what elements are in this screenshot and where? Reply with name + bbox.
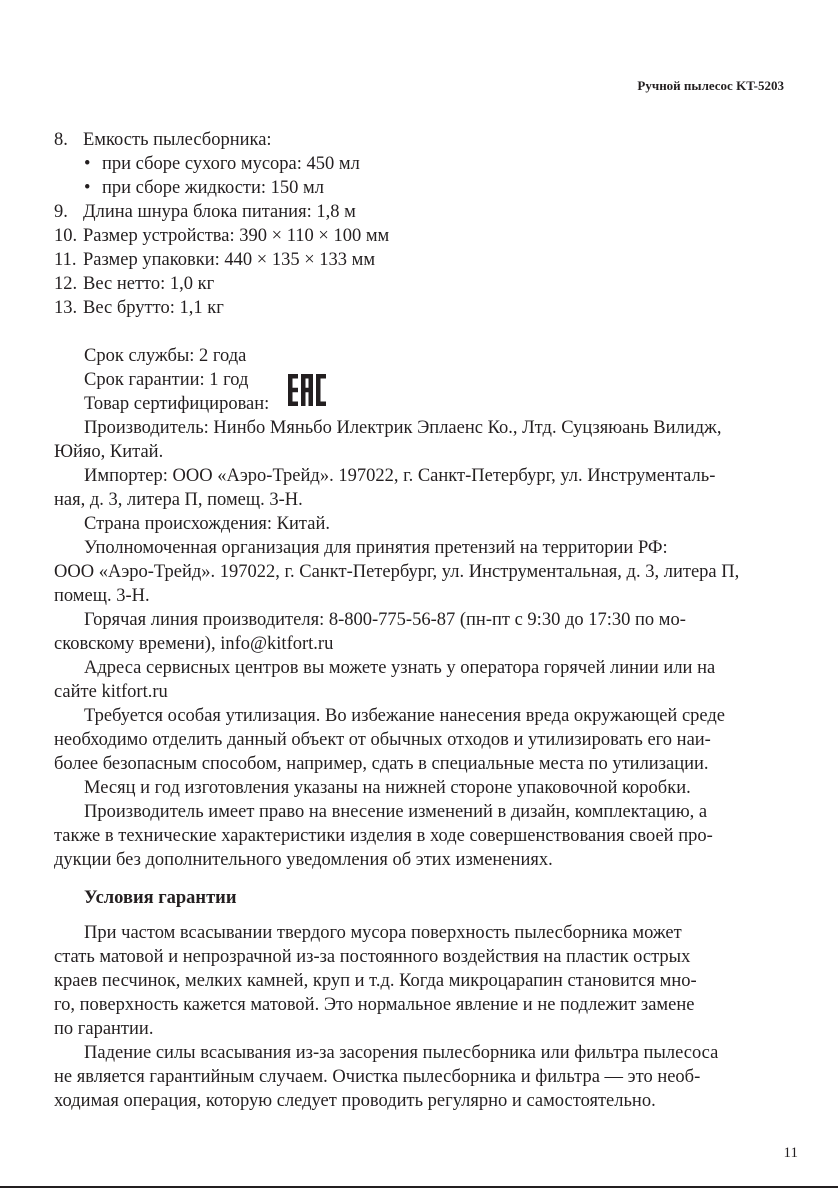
certified-label: Товар сертифицирован: <box>84 394 270 414</box>
capacity-item <box>84 176 786 200</box>
warranty-p2-line: Падение силы всасывания из-за засорения пылесборника или фильтра пылесоса <box>84 1043 719 1063</box>
spec-item <box>54 248 786 272</box>
disposal-line: более безопасным способом, например, сдать в специальные места по утилизации. <box>54 754 709 774</box>
warranty-p2-line: ходимая операция, которую следует проводить регулярно и самостоятельно. <box>54 1091 656 1111</box>
warranty-p2-line: не является гарантийным случаем. Очистка пылесборника и фильтра — это необ- <box>54 1067 701 1087</box>
spec-text: Емкость пылесборника: <box>83 130 272 150</box>
page-header-title: Ручной пылесос KT-5203 <box>637 78 784 93</box>
capacity-text: при сборе жидкости: 150 мл <box>102 178 324 198</box>
changes-line: также в технические характеристики изделия в ходе совершенствования своей про- <box>54 826 713 846</box>
spec-text: Вес брутто: 1,1 кг <box>83 298 224 318</box>
warranty-p1-line: При частом всасывании твердого мусора поверхность пылесборника может <box>84 923 682 943</box>
hotline-line: сковскому времени), info@kitfort.ru <box>54 634 334 654</box>
service-centers-line: Адреса сервисных центров вы можете узнать у оператора горячей линии или на <box>84 658 716 678</box>
manufacturer-line: Юйяо, Китай. <box>54 442 164 462</box>
spec-number: 8. <box>54 130 68 150</box>
manufacturer-line: Производитель: Нинбо Мяньбо Илектрик Эплаенс Ко., Лтд. Суцзяюань Вилидж, <box>84 418 722 438</box>
manufacture-date: Месяц и год изготовления указаны на нижней стороне упаковочной коробки. <box>84 778 691 798</box>
eac-certification-mark <box>287 373 327 407</box>
warranty-p1-line: краев песчинок, мелких камней, круп и т.д. Когда микроцарапин становится мно- <box>54 971 697 991</box>
changes-line: Производитель имеет право на внесение изменений в дизайн, комплектацию, а <box>84 802 708 822</box>
authorized-org-line: Уполномоченная организация для принятия претензий на территории РФ: <box>84 538 668 558</box>
disposal-line: необходимо отделить данный объект от обычных отходов и утилизировать его наи- <box>54 730 711 750</box>
spec-text: Вес нетто: 1,0 кг <box>83 274 215 294</box>
spec-number: 10. <box>54 226 78 246</box>
warranty-heading: Условия гарантии <box>84 888 237 908</box>
importer-line: ная, д. 3, литера П, помещ. 3-Н. <box>54 490 303 510</box>
spec-text: Размер устройства: 390 × 110 × 100 мм <box>83 226 390 246</box>
warranty-p1-line: по гарантии. <box>54 1019 154 1039</box>
warranty-p1-line: стать матовой и непрозрачной из-за постоянного воздействия на пластик острых <box>54 947 691 967</box>
spec-item <box>54 128 786 152</box>
spec-number: 13. <box>54 298 78 318</box>
bottom-rule <box>0 1186 838 1188</box>
authorized-org-line: ООО «Аэро-Трейд». 197022, г. Санкт-Петербург, ул. Инструментальная, д. 3, литера П, <box>54 562 740 582</box>
spec-item <box>54 272 786 296</box>
capacity-text: при сборе сухого мусора: 450 мл <box>102 154 360 174</box>
importer-line: Импортер: ООО «Аэро-Трейд». 197022, г. Санкт-Петербург, ул. Инструменталь- <box>84 466 716 486</box>
country-of-origin: Страна происхождения: Китай. <box>84 514 330 534</box>
spec-number: 11. <box>54 250 77 270</box>
spec-item <box>54 296 786 320</box>
spec-item <box>54 200 786 224</box>
hotline-line: Горячая линия производителя: 8-800-775-56-87 (пн-пт с 9:30 до 17:30 по мо- <box>84 610 686 630</box>
spec-item <box>54 224 786 248</box>
authorized-org-line: помещ. 3-Н. <box>54 586 150 606</box>
bullet: • <box>84 178 91 198</box>
page-number: 11 <box>783 1145 798 1161</box>
changes-line: дукции без дополнительного уведомления об этих изменениях. <box>54 850 553 870</box>
spec-number: 9. <box>54 202 68 222</box>
spec-text: Размер упаковки: 440 × 135 × 133 мм <box>83 250 376 270</box>
warranty-period: Срок гарантии: 1 год <box>84 370 249 390</box>
capacity-item <box>84 152 786 176</box>
service-life: Срок службы: 2 года <box>84 346 247 366</box>
warranty-p1-line: го, поверхность кажется матовой. Это нормальное явление и не подлежит замене <box>54 995 695 1015</box>
spec-text: Длина шнура блока питания: 1,8 м <box>83 202 356 222</box>
service-centers-line: сайте kitfort.ru <box>54 682 168 702</box>
spec-number: 12. <box>54 274 78 294</box>
bullet: • <box>84 154 91 174</box>
disposal-line: Требуется особая утилизация. Во избежание нанесения вреда окружающей среде <box>84 706 726 726</box>
